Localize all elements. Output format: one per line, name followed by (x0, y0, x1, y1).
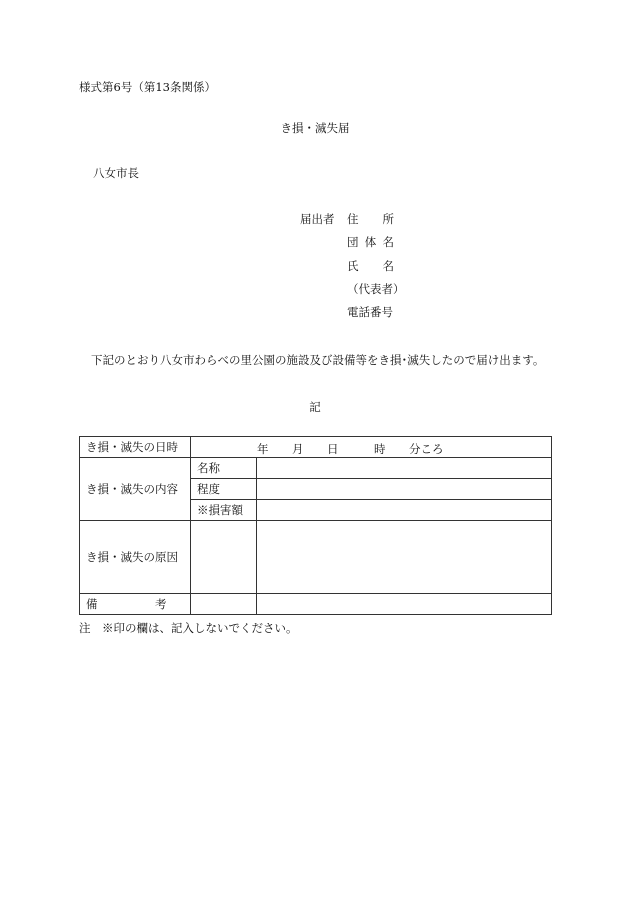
name-sublabel: 名称 (191, 458, 257, 479)
form-number: 様式第6号（第13条関係） (79, 80, 216, 94)
cause-label: き損・滅失の原因 (80, 521, 191, 594)
name-input[interactable] (257, 458, 552, 479)
minute-unit: 分ころ (409, 442, 444, 456)
group-name-label (347, 237, 394, 249)
year-unit: 年 (257, 442, 269, 456)
body-text: 下記のとおり八女市わらべの里公園の施設及び設備等をき損･滅失したので届け出ます。 (91, 353, 545, 367)
datetime-label: き損・滅失の日時 (80, 437, 191, 458)
remarks-sub-input[interactable] (191, 594, 257, 615)
cause-input[interactable] (257, 521, 552, 594)
remarks-row (80, 594, 552, 615)
document-title: き損・滅失届 (280, 121, 350, 135)
group-name-label-text: 団体名 (347, 235, 394, 249)
footnote: 注 ※印の欄は、記入しないでください。 (79, 621, 298, 635)
degree-input[interactable] (257, 479, 552, 500)
content-label: き損・滅失の内容 (80, 458, 191, 521)
addressee: 八女市長 (93, 166, 139, 180)
remarks-input[interactable] (257, 594, 552, 615)
damage-input[interactable] (257, 500, 552, 521)
report-table (79, 436, 552, 615)
degree-sublabel: 程度 (191, 479, 257, 500)
name-label (347, 261, 394, 273)
datetime-row (80, 437, 552, 458)
remarks-label: 備 考 (80, 594, 191, 615)
applicant-label: 届出者 (300, 212, 335, 226)
datetime-field[interactable] (191, 437, 552, 458)
month-unit: 月 (292, 442, 304, 456)
hour-unit: 時 (374, 442, 386, 456)
representative-label: （代表者） (347, 282, 405, 296)
address-label-text: 住 所 (347, 212, 394, 226)
damage-sublabel: ※損害額 (191, 500, 257, 521)
cause-row (80, 521, 552, 594)
phone-label: 電話番号 (347, 305, 393, 319)
name-label-text: 氏 名 (347, 259, 394, 273)
cause-sub-input[interactable] (191, 521, 257, 594)
address-label (347, 214, 394, 226)
day-unit: 日 (327, 442, 339, 456)
content-name-row (80, 458, 552, 479)
ki-heading: 記 (309, 400, 321, 414)
